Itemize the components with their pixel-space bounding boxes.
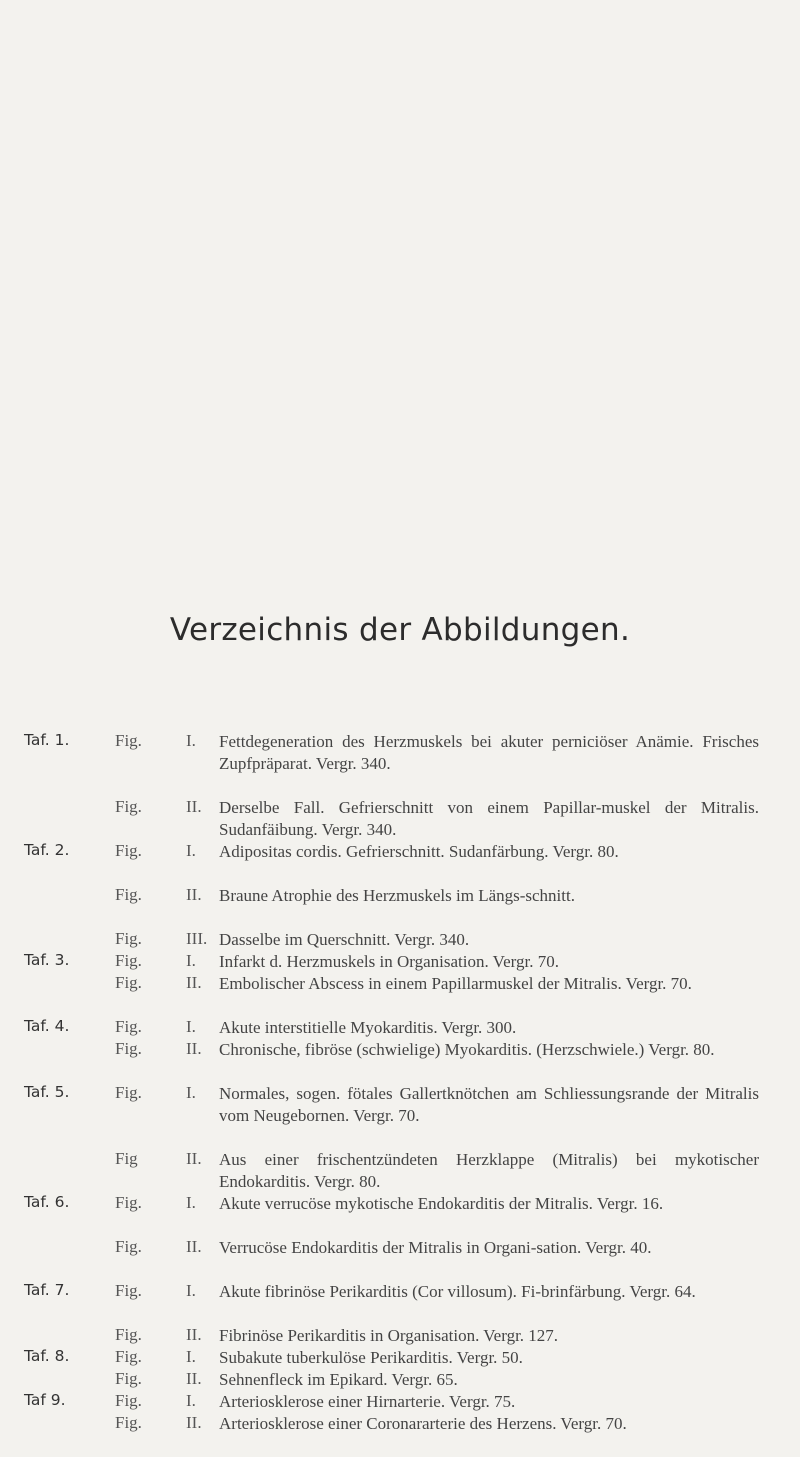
fig-label: Fig. <box>115 1281 142 1300</box>
plate-label: Taf 9. <box>24 1391 66 1409</box>
list-item <box>0 1237 800 1281</box>
fig-label: Fig. <box>115 1369 142 1388</box>
page-title: Verzeichnis der Abbildungen. <box>169 612 631 648</box>
fig-description: Aus einer frischentzündeten Herzklappe (Mitralis) bei mykotischer Endokarditis. Vergr. 80. <box>219 1150 759 1191</box>
list-item <box>0 929 800 951</box>
fig-number: III. <box>186 929 208 948</box>
fig-number: I. <box>186 1281 196 1300</box>
list-item <box>0 1193 800 1237</box>
list-item <box>0 951 800 973</box>
plate-label: Taf. 3. <box>24 951 70 969</box>
fig-description: Braune Atrophie des Herzmuskels im Längs-schnitt. <box>219 886 575 905</box>
fig-label: Fig. <box>115 841 142 860</box>
plate-label: Taf. 7. <box>24 1281 70 1299</box>
plate-label: Taf. 2. <box>24 841 70 859</box>
list-item <box>0 1083 800 1149</box>
plate-label: Taf. 1. <box>24 731 70 749</box>
plate-label: Taf. 6. <box>24 1193 70 1211</box>
fig-description: Arteriosklerose einer Hirnarterie. Vergr. 75. <box>219 1392 516 1411</box>
fig-number: II. <box>186 973 202 992</box>
list-item <box>0 797 800 841</box>
list-item <box>0 1391 800 1413</box>
fig-label: Fig. <box>115 1237 142 1256</box>
fig-number: II. <box>186 1369 202 1388</box>
list-item <box>0 1039 800 1083</box>
fig-description: Akute interstitielle Myokarditis. Vergr. 300. <box>219 1018 517 1037</box>
fig-number: I. <box>186 841 196 860</box>
list-item <box>0 1325 800 1347</box>
fig-label: Fig. <box>115 929 142 948</box>
fig-label: Fig. <box>115 1193 142 1212</box>
fig-label: Fig. <box>115 1017 142 1036</box>
fig-label: Fig. <box>115 1325 142 1344</box>
fig-description: Embolischer Abscess in einem Papillarmuskel der Mitralis. Vergr. 70. <box>219 974 692 993</box>
fig-description: Dasselbe im Querschnitt. Vergr. 340. <box>219 930 470 949</box>
list-item <box>0 1149 800 1193</box>
list-item <box>0 731 800 797</box>
fig-label: Fig <box>115 1149 138 1168</box>
fig-label: Fig. <box>115 1083 142 1102</box>
fig-label: Fig. <box>115 1347 142 1366</box>
fig-number: I. <box>186 1391 196 1410</box>
fig-label: Fig. <box>115 1039 142 1058</box>
list-item <box>0 1413 800 1457</box>
list-item <box>0 885 800 929</box>
fig-label: Fig. <box>115 731 142 750</box>
fig-number: II. <box>186 1237 202 1256</box>
fig-description: Adipositas cordis. Gefrierschnitt. Sudanfärbung. Vergr. 80. <box>219 842 619 861</box>
list-item <box>0 841 800 885</box>
fig-number: II. <box>186 1039 202 1058</box>
fig-description: Normales, sogen. fötales Gallertknötchen am Schliessungsrande der Mitralis vom Neugebornen. Vergr. 70. <box>219 1084 759 1125</box>
fig-label: Fig. <box>115 885 142 904</box>
fig-label: Fig. <box>115 1391 142 1410</box>
fig-description: Chronische, fibröse (schwielige) Myokarditis. (Herzschwiele.) Vergr. 80. <box>219 1040 715 1059</box>
plate-label: Taf. 5. <box>24 1083 70 1101</box>
fig-number: II. <box>186 1149 202 1168</box>
fig-description: Fettdegeneration des Herzmuskels bei akuter perniciöser Anämie. Frisches Zupfpräparat. Vergr. 340. <box>219 732 759 773</box>
fig-number: I. <box>186 951 196 970</box>
plate-label: Taf. 8. <box>24 1347 70 1365</box>
fig-number: I. <box>186 731 196 750</box>
fig-description: Arteriosklerose einer Coronararterie des Herzens. Vergr. 70. <box>219 1414 627 1433</box>
fig-label: Fig. <box>115 973 142 992</box>
fig-number: I. <box>186 1083 196 1102</box>
list-item <box>0 973 800 1017</box>
list-item <box>0 1281 800 1325</box>
list-item <box>0 1347 800 1369</box>
fig-number: I. <box>186 1347 196 1366</box>
fig-description: Derselbe Fall. Gefrierschnitt von einem Papillar-muskel der Mitralis. Sudanfäibung. Vergr. 340. <box>219 798 759 839</box>
figure-list <box>0 731 800 1457</box>
fig-number: I. <box>186 1193 196 1212</box>
fig-number: I. <box>186 1017 196 1036</box>
fig-description: Subakute tuberkulöse Perikarditis. Vergr. 50. <box>219 1348 523 1367</box>
fig-label: Fig. <box>115 797 142 816</box>
fig-description: Akute verrucöse mykotische Endokarditis der Mitralis. Vergr. 16. <box>219 1194 664 1213</box>
fig-description: Fibrinöse Perikarditis in Organisation. Vergr. 127. <box>219 1326 559 1345</box>
list-item <box>0 1369 800 1391</box>
fig-label: Fig. <box>115 1413 142 1432</box>
plate-label: Taf. 4. <box>24 1017 70 1035</box>
fig-label: Fig. <box>115 951 142 970</box>
list-item <box>0 1017 800 1039</box>
fig-number: II. <box>186 885 202 904</box>
fig-number: II. <box>186 1413 202 1432</box>
fig-description: Infarkt d. Herzmuskels in Organisation. Vergr. 70. <box>219 952 559 971</box>
fig-description: Sehnenfleck im Epikard. Vergr. 65. <box>219 1370 458 1389</box>
fig-description: Verrucöse Endokarditis der Mitralis in Organi-sation. Vergr. 40. <box>219 1238 652 1257</box>
fig-number: II. <box>186 1325 202 1344</box>
fig-number: II. <box>186 797 202 816</box>
fig-description: Akute fibrinöse Perikarditis (Cor villosum). Fi-brinfärbung. Vergr. 64. <box>219 1282 696 1301</box>
